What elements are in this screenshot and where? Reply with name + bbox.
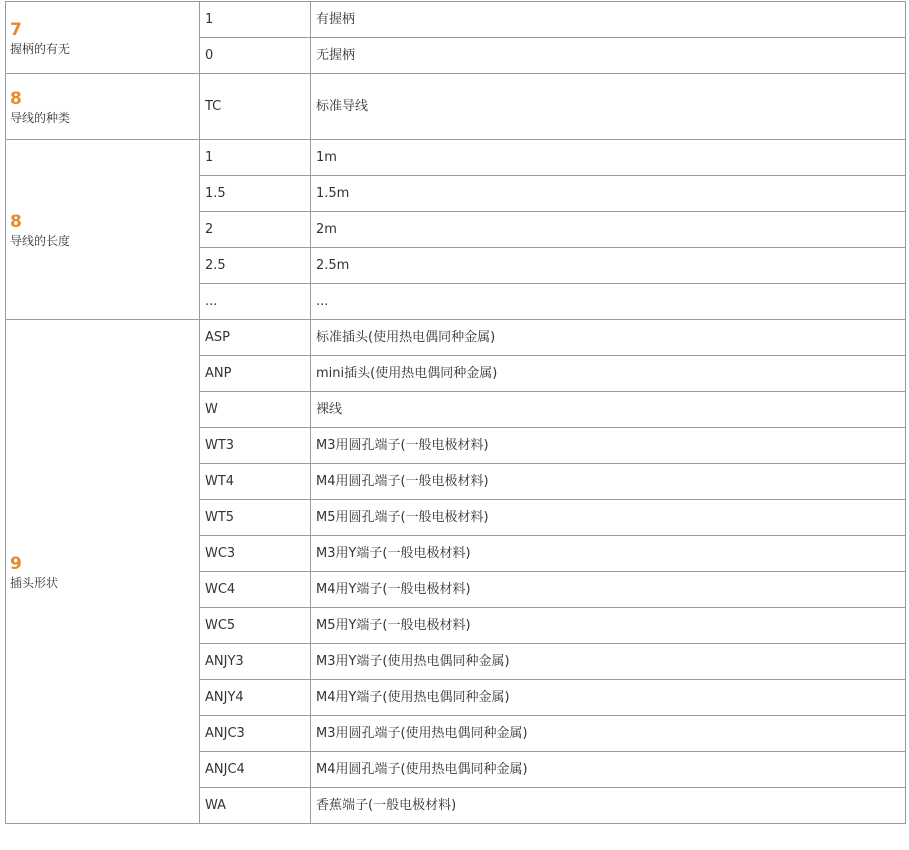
- desc-cell: 有握柄: [311, 2, 906, 38]
- spec-table: [5, 1, 906, 824]
- desc-cell: 1.5m: [311, 176, 906, 212]
- desc-cell: M4用圆孔端子(一般电极材料): [311, 464, 906, 500]
- desc-cell: 裸线: [311, 392, 906, 428]
- code-cell: ANJC3: [200, 716, 311, 752]
- group-label: 插头形状: [10, 575, 59, 590]
- code-cell: WT5: [200, 500, 311, 536]
- group-label: 导线的种类: [10, 110, 71, 125]
- code-cell: 2: [200, 212, 311, 248]
- table-row: [6, 140, 906, 176]
- desc-cell: 无握柄: [311, 38, 906, 74]
- desc-cell: M4用圆孔端子(使用热电偶同种金属): [311, 752, 906, 788]
- code-cell: ANJC4: [200, 752, 311, 788]
- code-cell: 2.5: [200, 248, 311, 284]
- group-cell-plug-shape: [6, 320, 200, 824]
- desc-cell: M5用Y端子(一般电极材料): [311, 608, 906, 644]
- group-number: 9: [10, 553, 22, 574]
- desc-cell: 1m: [311, 140, 906, 176]
- desc-cell: M3用Y端子(一般电极材料): [311, 536, 906, 572]
- table-row: [6, 320, 906, 356]
- desc-cell: mini插头(使用热电偶同种金属): [311, 356, 906, 392]
- table-row: [6, 2, 906, 38]
- desc-cell: ...: [311, 284, 906, 320]
- group-number: 7: [10, 19, 22, 40]
- desc-cell: M4用Y端子(一般电极材料): [311, 572, 906, 608]
- desc-cell: M4用Y端子(使用热电偶同种金属): [311, 680, 906, 716]
- group-cell-wire-type: [6, 74, 200, 140]
- desc-cell: 香蕉端子(一般电极材料): [311, 788, 906, 824]
- desc-cell: 标准导线: [311, 74, 906, 140]
- code-cell: WC5: [200, 608, 311, 644]
- code-cell: WT3: [200, 428, 311, 464]
- desc-cell: 2m: [311, 212, 906, 248]
- desc-cell: M3用圆孔端子(使用热电偶同种金属): [311, 716, 906, 752]
- group-label: 握柄的有无: [10, 41, 71, 56]
- code-cell: 1: [200, 140, 311, 176]
- table-row: [6, 74, 906, 140]
- group-cell-handle: [6, 2, 200, 74]
- code-cell: ASP: [200, 320, 311, 356]
- code-cell: 0: [200, 38, 311, 74]
- group-number: 8: [10, 88, 22, 109]
- desc-cell: 标准插头(使用热电偶同种金属): [311, 320, 906, 356]
- code-cell: ANP: [200, 356, 311, 392]
- group-cell-wire-length: [6, 140, 200, 320]
- desc-cell: M3用圆孔端子(一般电极材料): [311, 428, 906, 464]
- group-label: 导线的长度: [10, 233, 71, 248]
- desc-cell: M5用圆孔端子(一般电极材料): [311, 500, 906, 536]
- code-cell: WC4: [200, 572, 311, 608]
- desc-cell: M3用Y端子(使用热电偶同种金属): [311, 644, 906, 680]
- code-cell: ANJY3: [200, 644, 311, 680]
- group-number: 8: [10, 211, 22, 232]
- code-cell: WC3: [200, 536, 311, 572]
- code-cell: WA: [200, 788, 311, 824]
- code-cell: ANJY4: [200, 680, 311, 716]
- code-cell: W: [200, 392, 311, 428]
- code-cell: TC: [200, 74, 311, 140]
- code-cell: ...: [200, 284, 311, 320]
- code-cell: 1.5: [200, 176, 311, 212]
- code-cell: WT4: [200, 464, 311, 500]
- desc-cell: 2.5m: [311, 248, 906, 284]
- code-cell: 1: [200, 2, 311, 38]
